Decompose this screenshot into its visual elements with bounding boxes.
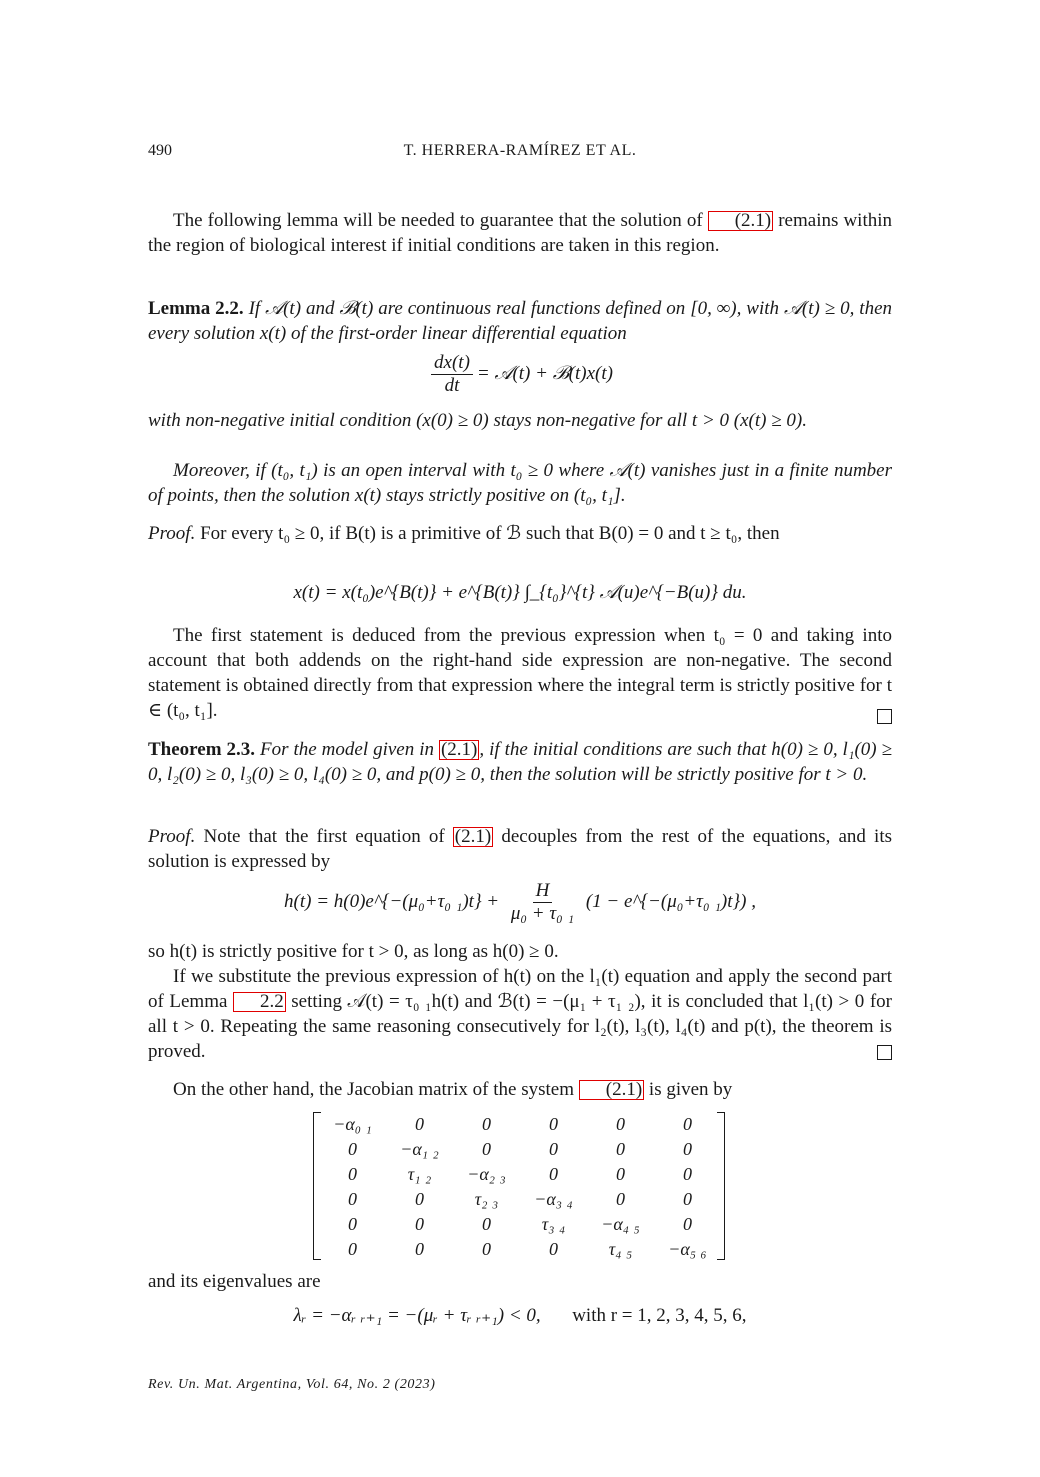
matrix-cell: −α₂ ₃ xyxy=(467,1164,506,1184)
jacobian-matrix xyxy=(313,1112,725,1260)
matrix-cell: 0 xyxy=(415,1114,424,1134)
qed-symbol xyxy=(877,706,892,731)
matrix-cell: τ₄ ₅ xyxy=(608,1239,633,1259)
lemma-moreover: Moreover, if (t₀, t₁) is an open interval with t₀ ≥ 0 where 𝒜(t) vanishes just in a finite number of points, then the solution x(t) stays strictly positive on (t₀, t₁]. xyxy=(148,460,892,506)
matrix-cell: 0 xyxy=(348,1214,357,1234)
matrix-cell: 0 xyxy=(482,1114,491,1134)
matrix-row xyxy=(319,1162,721,1187)
matrix-row xyxy=(319,1237,721,1262)
matrix-cell: 0 xyxy=(616,1164,625,1184)
matrix-cell: τ₁ ₂ xyxy=(407,1164,432,1184)
solution-equation: h(t) = h(0)e^{−(μ₀+τ₀ ₁)t} + $\frac{H}{\text{μ₀ + τ₀ ₁}}$ (1 − e^{−(μ₀+τ₀ ₁)t}) , xyxy=(284,880,756,924)
matrix-cell: −α₅ ₆ xyxy=(668,1239,707,1259)
matrix-cell: 0 xyxy=(683,1214,692,1234)
matrix-cell: τ₃ ₄ xyxy=(541,1214,566,1234)
running-head: T. HERRERA-RAMÍREZ ET AL. xyxy=(403,142,637,159)
theorem-statement: Theorem 2.3. For the model given in (2.1) , if the initial conditions are such that h(0) ≥ 0, l₁(0) ≥ 0, l₂(0) ≥ 0, l₃(0) ≥ 0, l₄(0) ≥ 0, and p(0) ≥ 0, then the solution will be strictly positive for t > 0. xyxy=(148,739,893,785)
jacobian-intro: On the other hand, the Jacobian matrix of the system (2.1) is given by xyxy=(173,1079,733,1100)
theorem-label: Theorem 2.3. xyxy=(148,739,256,760)
lemma-label: Lemma 2.2. xyxy=(148,298,244,319)
equation-ref-link[interactable]: (2.1) xyxy=(579,1080,644,1100)
equation-ref-link[interactable]: (2.1) xyxy=(708,211,773,231)
matrix-row xyxy=(319,1112,721,1137)
matrix-cell: 0 xyxy=(348,1239,357,1259)
matrix-cell: −α₃ ₄ xyxy=(534,1189,573,1209)
matrix-row xyxy=(319,1212,721,1237)
matrix-cell: 0 xyxy=(549,1139,558,1159)
proof-lemma-conclusion: The first statement is deduced from the previous expression when t₀ = 0 and taking into account that both addends on the right-hand side expression are non-negative. The second statement is obtained directly from that expression where the integral term is strictly positive for t ∈ (t₀, t₁]. xyxy=(148,625,892,721)
matrix-cell: 0 xyxy=(616,1114,625,1134)
matrix-cell: −α₁ ₂ xyxy=(400,1139,439,1159)
proof-lemma: Proof. For every t₀ ≥ 0, if B(t) is a primitive of ℬ such that B(0) = 0 and t ≥ t₀, then xyxy=(148,523,780,544)
lemma-statement: Lemma 2.2. If 𝒜(t) and ℬ(t) are continuous real functions defined on [0, ∞), with 𝒜(t) ≥ 0, then every solution x(t) of the first-order linear differential equation xyxy=(148,298,892,344)
matrix-cell: 0 xyxy=(549,1164,558,1184)
substitution-paragraph: If we substitute the previous expression of h(t) on the l₁(t) equation and apply the second part of Lemma 2.2 setting 𝒜(t) = τ₀ ₁h(t) and ℬ(t) = −(μ₁ + τ₁ ₂), it is concluded that l₁(t) > 0 for all t > 0. Repeating the same reasoning consecutively for l₂(t), l₃(t), l₄(t) and p(t), the theorem is proved. xyxy=(148,966,893,1062)
journal-footer: Rev. Un. Mat. Argentina, Vol. 64, No. 2 (2023) xyxy=(148,1377,436,1392)
proof-theorem: Proof. Note that the first equation of (2.1) decouples from the rest of the equations, and its solution is expressed by xyxy=(148,826,892,872)
positivity-line: so h(t) is strictly positive for t > 0, as long as h(0) ≥ 0. xyxy=(148,941,559,962)
matrix-cell: 0 xyxy=(348,1189,357,1209)
equation-ref-link[interactable]: (2.1) xyxy=(440,739,478,760)
matrix-cell: 0 xyxy=(348,1139,357,1159)
matrix-row xyxy=(319,1187,721,1212)
matrix-cell: −α₄ ₅ xyxy=(601,1214,640,1234)
matrix-cell: 0 xyxy=(348,1164,357,1184)
matrix-cell: 0 xyxy=(415,1189,424,1209)
eigen-equation: λᵣ = −αᵣ ᵣ₊₁ = −(μᵣ + τᵣ ᵣ₊₁) < 0, with r = 1, 2, 3, 4, 5, 6, xyxy=(293,1305,747,1326)
matrix-cell: 0 xyxy=(549,1239,558,1259)
matrix-cell: 0 xyxy=(683,1114,692,1134)
lemma-ref-link[interactable]: 2.2 xyxy=(233,992,286,1012)
matrix-cell: τ₂ ₃ xyxy=(474,1189,499,1209)
eigen-intro: and its eigenvalues are xyxy=(148,1271,321,1292)
intro-paragraph: The following lemma will be needed to guarantee that the solution of (2.1) remains within the region of biological interest if initial conditions are taken in this region. xyxy=(148,210,892,256)
equation-ref-link[interactable]: (2.1) xyxy=(454,826,492,847)
lemma-equation: $\frac{dx(t)}{dt}$ = 𝒜(t) + ℬ(t)x(t) xyxy=(148,352,892,397)
matrix-cell: 0 xyxy=(482,1214,491,1234)
qed-symbol xyxy=(877,1042,892,1067)
lemma-condition: with non-negative initial condition (x(0) ≥ 0) stays non-negative for all t > 0 (x(t) ≥ 0). xyxy=(148,410,807,431)
matrix-right-bracket xyxy=(717,1112,725,1260)
matrix-cell: 0 xyxy=(549,1114,558,1134)
matrix-cell: 0 xyxy=(616,1139,625,1159)
proof-label: Proof. xyxy=(148,523,196,544)
matrix-cell: 0 xyxy=(683,1189,692,1209)
proof-lemma-equation: x(t) = x(t₀)e^{B(t)} + e^{B(t)} ∫_{t₀}^{t} 𝒜(u)e^{−B(u)} du. xyxy=(293,582,747,603)
matrix-cell: 0 xyxy=(415,1239,424,1259)
matrix-cell: 0 xyxy=(482,1139,491,1159)
matrix-cell: 0 xyxy=(482,1239,491,1259)
page-number: 490 xyxy=(148,142,172,159)
matrix-cell: 0 xyxy=(415,1214,424,1234)
matrix-cell: 0 xyxy=(683,1164,692,1184)
matrix-cell: −α₀ ₁ xyxy=(333,1114,372,1134)
matrix-cell: 0 xyxy=(683,1139,692,1159)
matrix-table xyxy=(319,1112,721,1262)
matrix-cell: 0 xyxy=(616,1189,625,1209)
matrix-row xyxy=(319,1137,721,1162)
proof-label: Proof. xyxy=(148,826,196,847)
